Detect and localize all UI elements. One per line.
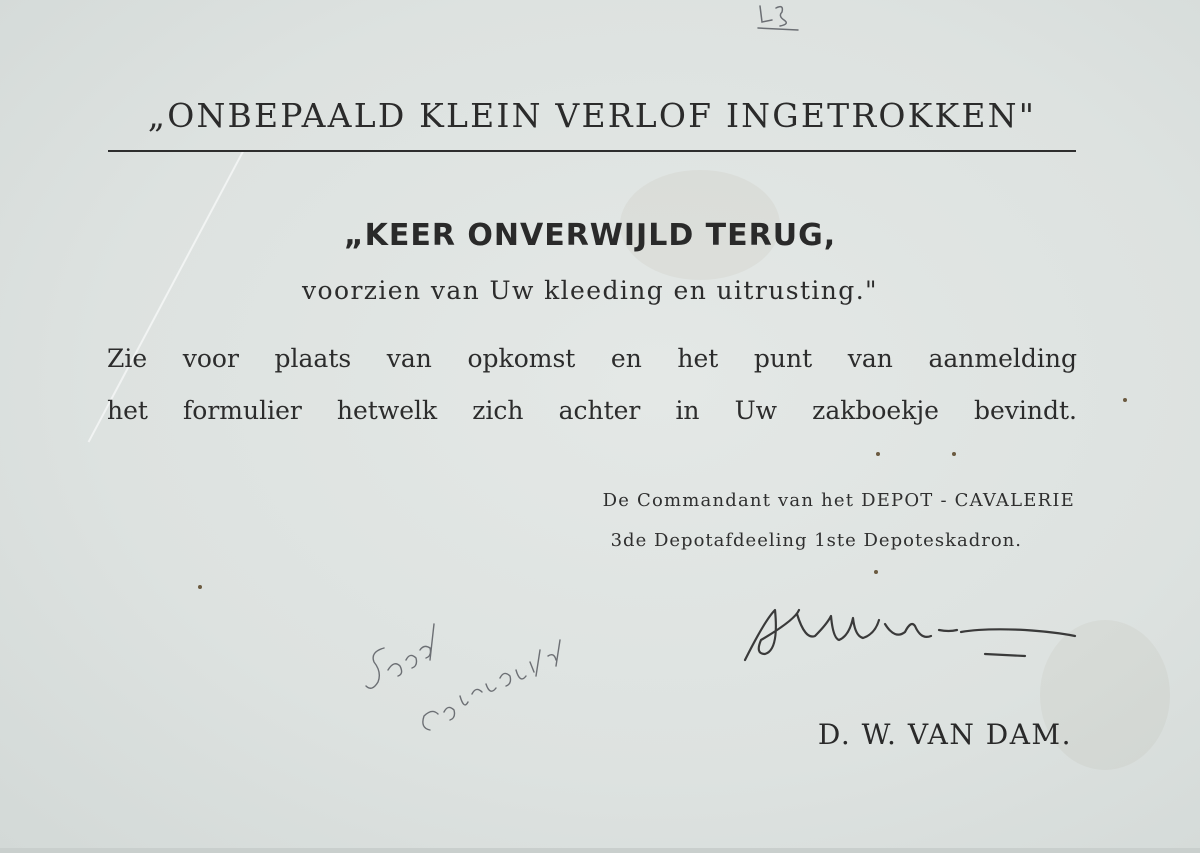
ink-speck [1123, 398, 1127, 402]
header-title: „ONBEPAALD KLEIN VERLOF INGETROKKEN" [147, 96, 1037, 135]
instruction-line-2: het formulier hetwelk zich achter in Uw zakboekje bevindt. [107, 396, 1077, 425]
pencil-note [360, 600, 580, 750]
handwritten-signature [735, 580, 1085, 670]
subline: voorzien van Uw kleeding en uitrusting." [302, 276, 878, 305]
ink-speck [198, 585, 202, 589]
ink-speck [874, 570, 878, 574]
commander-line: De Commandant van het DEPOT - CAVALERIE [602, 490, 1075, 511]
ink-speck [952, 452, 956, 456]
ink-speck [876, 452, 880, 456]
unit-line: 3de Depotafdeeling 1ste Depoteskadron. [610, 530, 1022, 551]
signer-name: D. W. VAN DAM. [817, 718, 1072, 751]
instruction-line-1: Zie voor plaats van opkomst en het punt van aanmelding [107, 344, 1077, 373]
header-rule [108, 150, 1076, 152]
headline: „KEER ONVERWIJLD TERUG, [343, 218, 837, 253]
corner-pencil-mark [750, 0, 810, 36]
